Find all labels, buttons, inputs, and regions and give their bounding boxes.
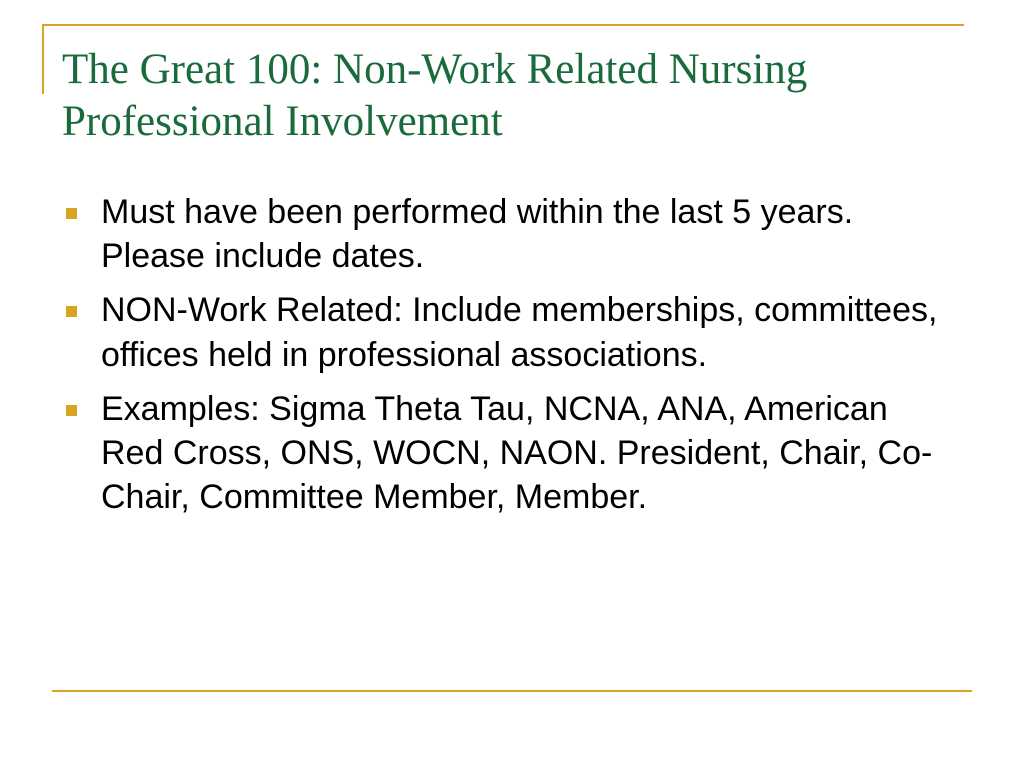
square-bullet-icon xyxy=(66,208,77,219)
bullet-text: Must have been performed within the last 5 years. Please include dates. xyxy=(101,193,854,276)
bullet-text: Examples: Sigma Theta Tau, NCNA, ANA, American Red Cross, ONS, WOCN, NAON. President, Chair, Co-Chair, Committee Member, Member. xyxy=(101,389,933,517)
square-bullet-icon xyxy=(66,405,77,416)
bullet-item-examples xyxy=(64,387,944,520)
top-rule xyxy=(42,24,964,26)
bullet-item-non-work xyxy=(64,288,944,376)
bullet-text: NON-Work Related: Include memberships, committees, offices held in professional associations. xyxy=(101,291,938,374)
bottom-rule xyxy=(52,690,972,692)
left-rule xyxy=(42,24,44,94)
bullet-item-recency xyxy=(64,190,944,278)
bullet-list xyxy=(64,190,944,529)
square-bullet-icon xyxy=(66,306,77,317)
slide-title: The Great 100: Non-Work Related Nursing Professional Involvement xyxy=(62,46,808,146)
